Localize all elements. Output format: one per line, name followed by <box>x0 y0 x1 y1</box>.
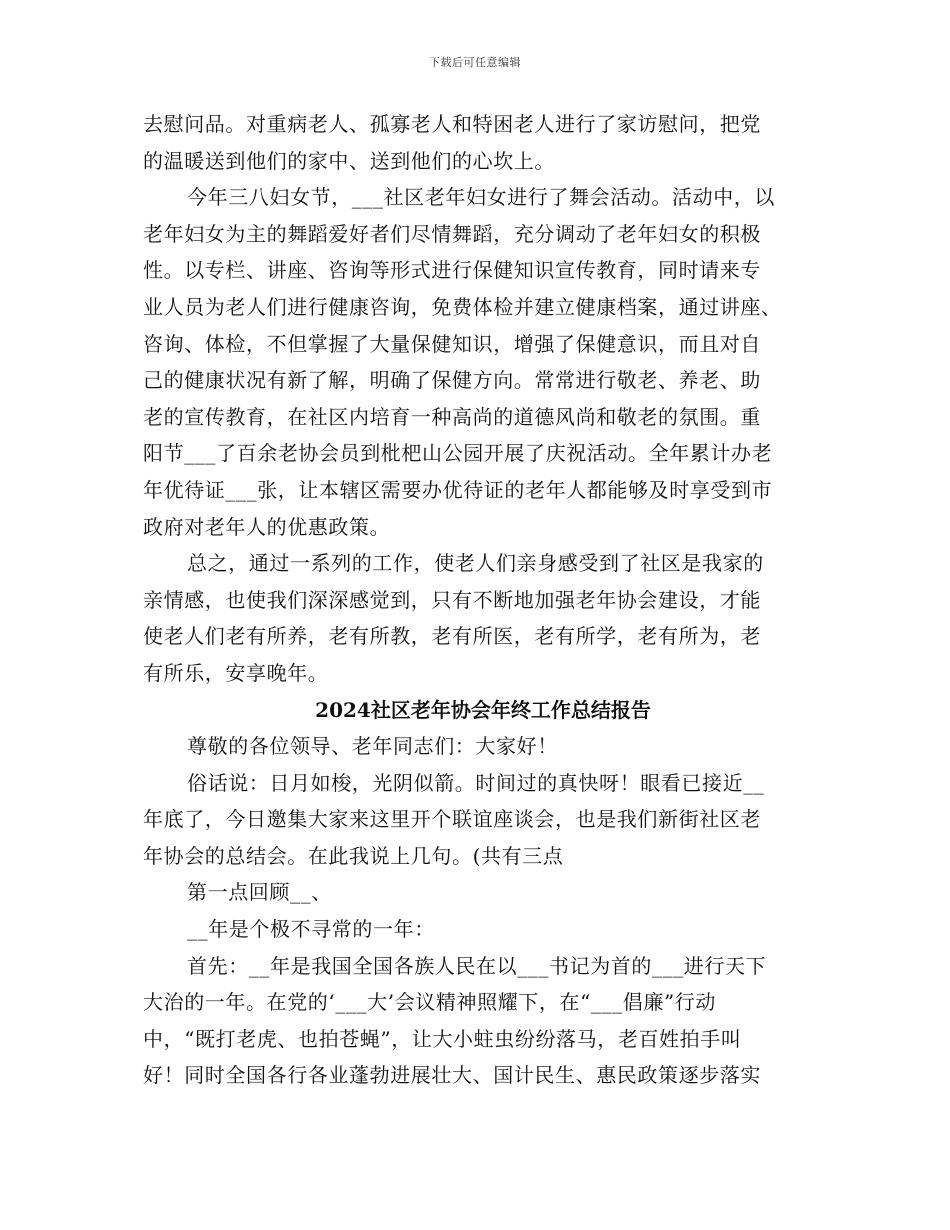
paragraph-line: 首先：__年是我国全国各族人民在以___书记为首的___进行天下 <box>187 953 767 978</box>
paragraph-line: 今年三八妇女节，___社区老年妇女进行了舞会活动。活动中，以 <box>187 185 775 210</box>
paragraph-line: 年协会的总结会。在此我说上几句。(共有三点 <box>143 843 564 868</box>
paragraph-line: 的温暖送到他们的家中、送到他们的心坎上。 <box>143 148 555 173</box>
paragraph-line: 去慰问品。对重病老人、孤寡老人和特困老人进行了家访慰问，把党 <box>143 112 761 136</box>
paragraph-line: 大治的一年。在党的‘___大’会议精神照耀下，在“___倡廉”行动 <box>143 990 716 1015</box>
paragraph-line: 咨询、体检，不但掌握了大量保健知识，增强了保健意识，而且对自 <box>143 331 761 356</box>
paragraph-line: 中，“既打老虎、也拍苍蝇”，让大小蛀虫纷纷落马，老百姓拍手叫 <box>143 1026 742 1051</box>
paragraph-line: 尊敬的各位领导、老年同志们：大家好！ <box>187 734 558 759</box>
paragraph-line: 俗话说：日月如梭，光阴似箭。时间过的真快呀！眼看已接近__ <box>187 770 765 795</box>
paragraph-line: 老的宣传教育，在社区内培育一种高尚的道德风尚和敬老的氛围。重 <box>143 404 761 429</box>
paragraph-line: 业人员为老人们进行健康咨询，免费体检并建立健康档案，通过讲座、 <box>143 294 782 319</box>
paragraph-line: 老年妇女为主的舞蹈爱好者们尽情舞蹈，充分调动了老年妇女的积极 <box>143 221 761 246</box>
paragraph-line: 阳节___了百余老协会员到枇杷山公园开展了庆祝活动。全年累计办老 <box>143 441 773 466</box>
paragraph-line: 年优待证___张，让本辖区需要办优待证的老年人都能够及时享受到市 <box>143 477 773 502</box>
paragraph-line: 年底了，今日邀集大家来这里开个联谊座谈会，也是我们新街社区老 <box>143 807 761 832</box>
paragraph-line: 使老人们老有所养，老有所教，老有所医，老有所学，老有所为，老 <box>143 624 761 649</box>
report-title: 2024社区老年协会年终工作总结报告 <box>315 697 651 722</box>
paragraph-line: 总之，通过一系列的工作，使老人们亲身感受到了社区是我家的 <box>187 551 764 576</box>
paragraph-line: 有所乐，安享晚年。 <box>143 660 329 685</box>
document-body <box>143 106 823 1094</box>
paragraph-line: __年是个极不寻常的一年： <box>187 917 435 942</box>
paragraph-line: 亲情感，也使我们深深感觉到，只有不断地加强老年协会建设，才能 <box>143 587 761 612</box>
paragraph-line: 己的健康状况有新了解，明确了保健方向。常常进行敬老、养老、助 <box>143 368 761 393</box>
page-header: 下载后可任意编辑 <box>429 56 521 69</box>
paragraph-line: 第一点回顾__、 <box>187 880 332 905</box>
paragraph-line: 好！同时全国各行各业蓬勃进展壮大、国计民生、惠民政策逐步落实 <box>143 1063 761 1088</box>
paragraph-line: 性。以专栏、讲座、咨询等形式进行保健知识宣传教育，同时请来专 <box>143 258 761 283</box>
paragraph-line: 政府对老年人的优惠政策。 <box>143 514 391 539</box>
